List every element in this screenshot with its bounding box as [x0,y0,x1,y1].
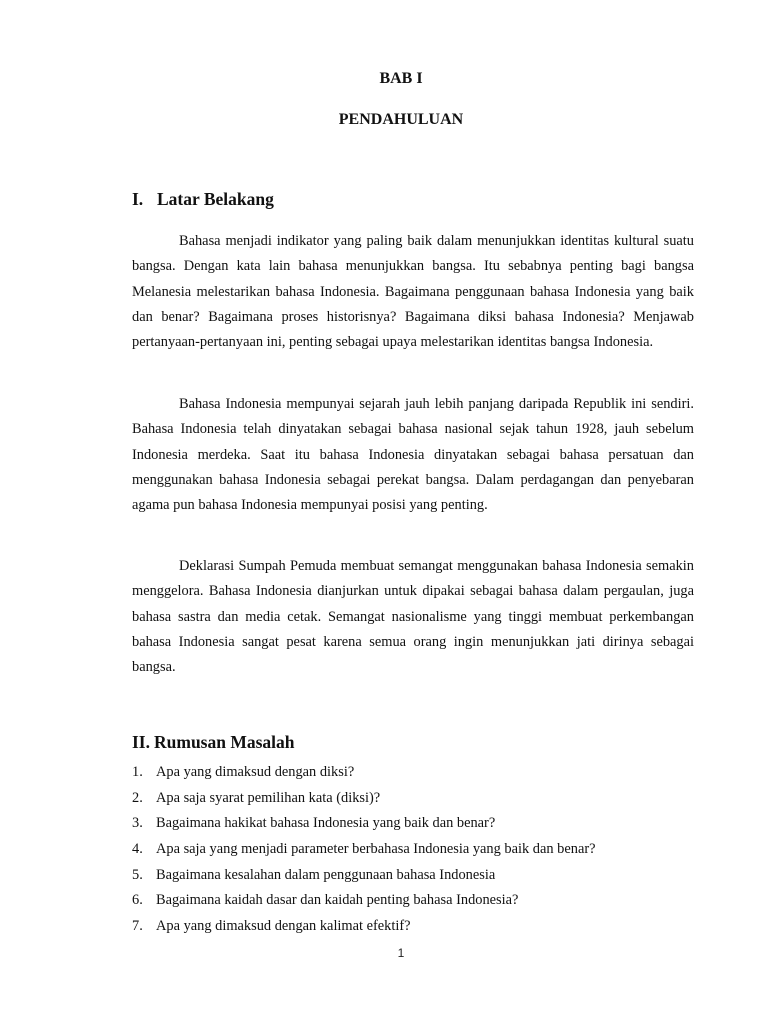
list-item [132,786,596,812]
list-item-text: Apa yang dimaksud dengan diksi? [156,764,355,780]
section-heading-latar-belakang [132,189,274,210]
list-item-text: Apa saja syarat pemilihan kata (diksi)? [156,789,381,806]
list-item-number: 7. [132,918,143,935]
list-item-text: Bagaimana kaidah dasar dan kaidah penting bahasa Indonesia? [156,892,519,909]
list-item-number: 2. [132,789,143,806]
list-item-number: 5. [132,866,143,883]
list-item [132,837,596,863]
list-item [132,760,596,786]
section-title: Latar Belakang [157,189,274,209]
list-item-number: 4. [132,841,143,858]
list-item-number: 3. [132,815,143,832]
page-number: 1 [397,946,405,960]
list-item-text: Apa saja yang menjadi parameter berbahasa Indonesia yang baik dan benar? [156,841,596,858]
section-heading-rumusan-masalah [132,732,295,753]
problem-list [132,760,596,940]
list-item-text: Bagaimana kesalahan dalam penggunaan bahasa Indonesia [156,866,496,883]
section-title: Rumusan Masalah [154,732,295,752]
list-item [132,888,596,914]
section-number: I. [132,189,144,209]
list-item [132,863,596,889]
section-number: II. [132,732,150,752]
chapter-title: PENDAHULUAN [338,111,464,128]
list-item [132,811,596,837]
list-item [132,914,596,940]
paragraph-1: Bahasa menjadi indikator yang paling baik dalam menunjukkan identitas kultural suatu bangsa. Dengan kata lain bahasa menunjukkan bangsa. Itu sebabnya penting bagi bangsa Melanesia melestarikan bahasa Indonesia. Bagaimana penggunaan bahasa Indonesia yang baik dan benar? Bagaimana proses historisnya? Bagaimana diksi bahasa Indonesia? Menjawab pertanyaan-pertanyaan ini, penting sebagai upaya melestarikan identitas bangsa Indonesia. [132,233,694,351]
list-item-number: 1. [132,764,143,780]
list-item-text: Bagaimana hakikat bahasa Indonesia yang baik dan benar? [156,815,496,832]
list-item-number: 6. [132,892,143,909]
paragraph-3: Deklarasi Sumpah Pemuda membuat semangat menggunakan bahasa Indonesia semakin menggelora. Bahasa Indonesia dianjurkan untuk dipakai sebagai bahasa dalam pergaulan, juga bahasa sastra dan media cetak. Semangat nasionalisme yang tinggi membuat perkembangan bahasa Indonesia sangat pesat karena semua orang ingin menunjukkan jati dirinya sebagai bangsa. [132,558,694,676]
chapter-number: BAB I [379,70,423,87]
list-item-text: Apa yang dimaksud dengan kalimat efektif? [156,918,411,935]
paragraph-2: Bahasa Indonesia mempunyai sejarah jauh lebih panjang daripada Republik ini sendiri. Bahasa Indonesia telah dinyatakan sebagai bahasa nasional sejak tahun 1928, jauh sebelum Indonesia merdeka. Saat itu bahasa Indonesia dinyatakan sebagai bahasa persatuan dan menggunakan bahasa Indonesia sebagai perekat bangsa. Dalam perdagangan dan penyebaran agama pun bahasa Indonesia mempunyai posisi yang penting. [132,396,694,514]
